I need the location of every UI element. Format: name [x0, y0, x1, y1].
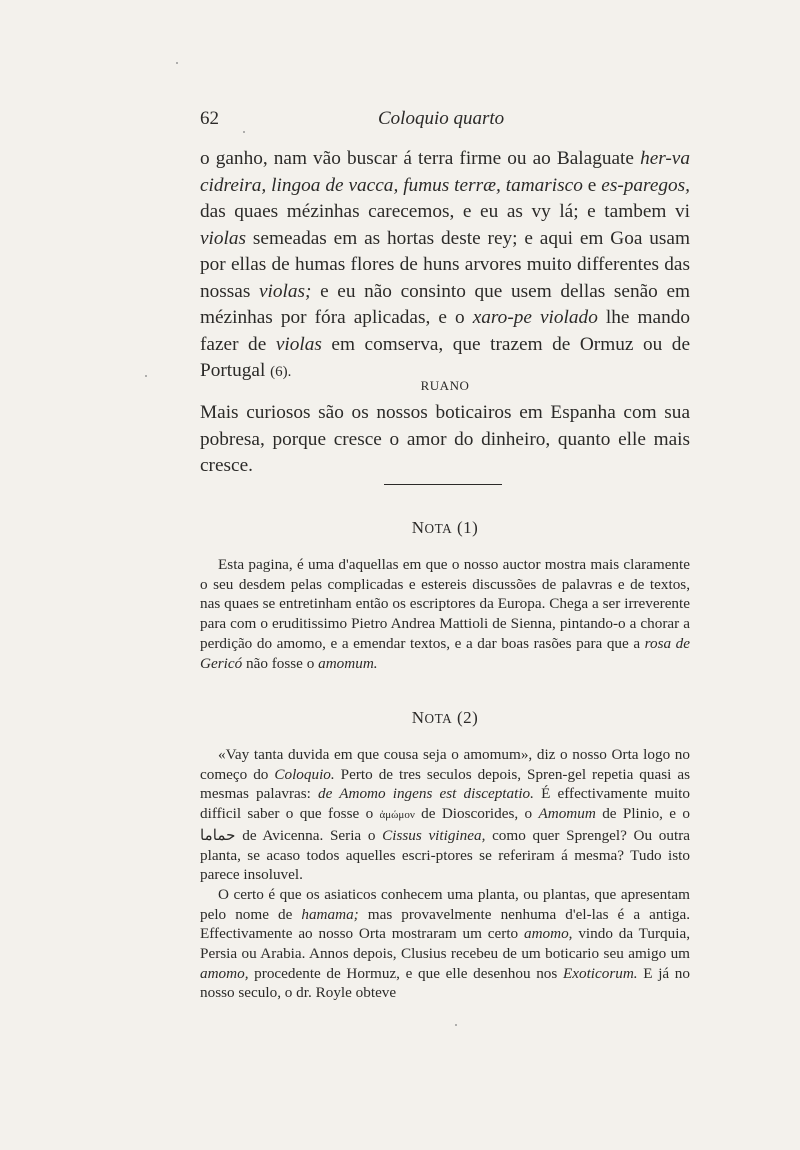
greek-word: ἀμώμον [379, 809, 415, 822]
note-1-heading: NOTA (1) [411, 518, 479, 537]
note-2-heading: NOTA (2) [411, 708, 479, 727]
page-number: 62 [200, 108, 219, 129]
paper-speck [243, 131, 245, 133]
running-title: Coloquio quarto [378, 108, 505, 129]
speaker-name: RUANO [420, 378, 470, 393]
paper-speck [176, 62, 178, 64]
note-paragraph: Esta pagina, é uma d'aquellas em que o nosso auctor mostra mais claramente o seu desdem pelas complicadas e estereis discussões de palavras e de textos, nas quaes se entretinham então os escriptores da Europa. Chega a ser irreverente para com o eruditissimo Pietro Andrea Mattioli de Sienna, pintando-o a chorar a perdição do amomo, e a emendar textos, e a dar boas rasões para que a rosa de Gericó não fosse o amomum. [200, 556, 690, 672]
speech-paragraph: Mais curiosos são os nossos boticairos em Espanha com sua pobresa, porque cresce o amor do dinheiro, quanto elle mais cresce. [200, 402, 690, 476]
paper-speck [455, 1024, 457, 1026]
paper-speck [145, 375, 147, 377]
arabic-word: حماما [200, 826, 236, 844]
note-2-text [200, 745, 690, 1003]
note-1-text [200, 555, 690, 673]
footnote-reference: (6). [270, 364, 292, 380]
section-divider [384, 484, 502, 485]
speech-text [200, 400, 690, 480]
dialogue-text [200, 146, 690, 386]
dialogue-paragraph: o ganho, nam vão buscar á terra firme ou ao Balaguate her-va cidreira, lingoa de vacca, fumus terræ, tamarisco e es-paregos, das quaes mézinhas carecemos, e eu as vy lá; e tambem vi violas semeadas em as hortas deste rey; e aqui em Goa usam por ellas de humas flores de huns arvores muito differentes das nossas violas; e eu não consinto que usem dellas senão em mézinhas por fóra aplicadas, e o xaro-pe violado lhe mando fazer de violas em comserva, que trazem de Ormuz ou de Portugal (6). [200, 148, 690, 381]
note-paragraph: «Vay tanta duvida em que cousa seja o amomum», diz o nosso Orta logo no começo do Coloquio. Perto de tres seculos depois, Spren-gel repetia quasi as mesmas palavras: de Amomo ingens est disceptatio. É effectivamente muito difficil saber o que fosse o ἀμώμον de Dioscorides, o Amomum de Plinio, e o حماما de Avicenna. Seria o Cissus vitiginea, como quer Sprengel? Ou outra planta, se acaso todos aquelles escri-ptores se referiram á mesma? Tudo isto parece insoluvel. [200, 746, 690, 884]
note-paragraph: O certo é que os asiaticos conhecem uma planta, ou plantas, que apresentam pelo nome de hamama; mas provavelmente nenhuma d'el-las é a antiga. Effectivamente ao nosso Orta mostraram um certo amomo, vindo da Turquia, Persia ou Arabia. Annos depois, Clusius recebeu de um boticario seu amigo um amomo, procedente de Hormuz, e que elle desenhou nos Exoticorum. E já no nosso seculo, o dr. Royle obteve [200, 885, 691, 1002]
